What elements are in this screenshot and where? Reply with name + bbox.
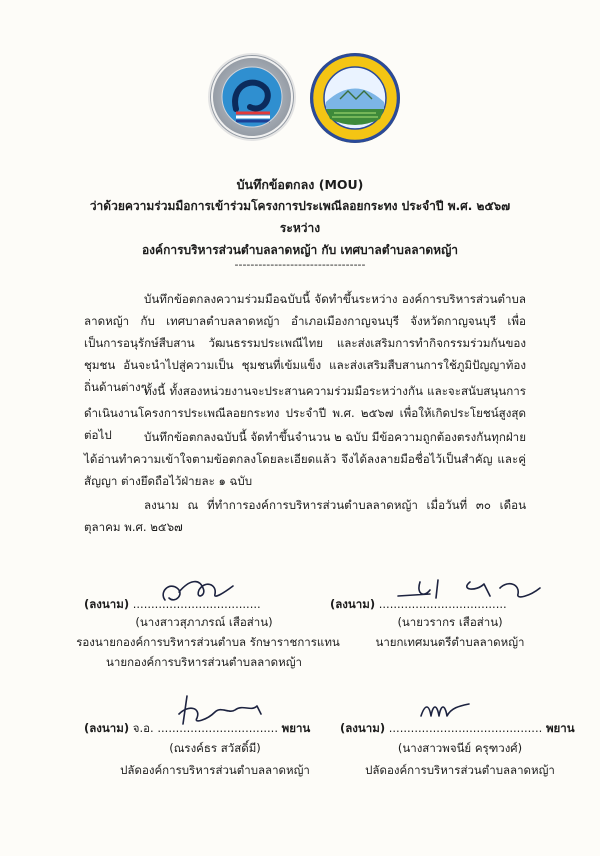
document-title: บันทึกข้อตกลง (MOU) [236,177,364,192]
sign-label: (ลงนาม) [340,721,386,735]
signatory-3-position: ปลัดองค์การบริหารส่วนตำบลลาดหญ้า [120,763,310,777]
signature-line: ................................. [157,721,278,735]
sign-label: (ลงนาม) [330,597,376,611]
signatory-1-name: (นางสาวสุภาภรณ์ เสือส่าน) [135,615,273,629]
paragraph-cooperation: ทั้งนี้ ทั้งสองหน่วยงานจะประสานความร่วมมือระหว่างกัน และจะสนับสนุนการ ดำเนินงานโครงการประเพณีลอยกระทง ประจำปี พ.ศ. ๒๕๖๗ เพื่อให้เกิดประโยชน์สูงสุดต่อไป [84,384,526,442]
signature-line: ................................... [378,597,507,611]
signature-block-4 [340,720,575,738]
witness-label: พยาน [281,721,311,735]
signatory-4-name: (นางสาวพจนีย์ ครุฑวงศ์) [397,741,523,755]
signatory-1-position: รองนายกองค์การบริหารส่วนตำบล รักษาราชการแทน [76,635,340,649]
sign-label: (ลงนาม) [84,597,130,611]
document-subtitle: ว่าด้วยความร่วมมือการเข้าร่วมโครงการประเพณีลอยกระทง ประจำปี พ.ศ. ๒๕๖๗ [89,199,511,213]
witness-label: พยาน [545,721,575,735]
signature-block-3 [84,720,310,738]
signature-line: ................................... [132,597,261,611]
local-government-seal-icon [210,55,294,139]
signatory-3-rank: จ.อ. [132,721,154,735]
signatory-3-name: (ณรงค์ธร สวัสดิ์มี) [169,741,261,755]
signature-block-1 [84,596,261,614]
signatory-4-position: ปลัดองค์การบริหารส่วนตำบลลาดหญ้า [365,763,555,777]
between-label: ระหว่าง [279,221,321,235]
paragraph-copies: บันทึกข้อตกลงฉบับนี้ จัดทำขึ้นจำนวน ๒ ฉบับ มีข้อความถูกต้องตรงกันทุกฝ่าย ได้อ่านทำความเข้าใจตามข้อตกลงโดยละเอียดแล้ว จึงได้ลงลายมือชื่อไว้เป็นสำคัญ และคู่สัญญา ต่างยึดถือไว้ฝ่ายละ ๑ ฉบับ [84,430,526,488]
paragraph-signing-place: ลงนาม ณ ที่ทำการองค์การบริหารส่วนตำบลลาดหญ้า เมื่อวันที่ ๓๐ เดือน ตุลาคม พ.ศ. ๒๕๖๗ [84,498,526,534]
signature-line: .......................................... [388,721,543,735]
parties-line: องค์การบริหารส่วนตำบลลาดหญ้า กับ เทศบาลตำบลลาดหญ้า [141,243,459,257]
paragraph-purpose: บันทึกข้อตกลงความร่วมมือฉบับนี้ จัดทำขึ้นระหว่าง องค์การบริหารส่วนตำบลลาดหญ้า กับ เทศบาลตำบลลาดหญ้า อำเภอเมืองกาญจนบุรี จังหวัดกาญจนบุรี เพื่อเป็นการอนุรักษ์สืบสาน วัฒนธรรมประเพณีไทย และส่งเสริมการทำกิจกรรมร่วมกันของชุมชน อันจะนำไปสู่ความเป็น ชุมชนที่เข้มแข็ง และส่งเสริมสืบสานการใช้ภูมิปัญญาท้องถิ่นด้านต่างๆ [84,292,526,394]
signatory-2-position: นายกเทศมนตรีตำบลลาดหญ้า [375,635,525,649]
signatory-1-position-2: นายกองค์การบริหารส่วนตำบลลาดหญ้า [106,655,302,669]
signature-block-2 [330,596,507,614]
title-divider: --------------------------------- [234,258,366,271]
sign-label: (ลงนาม) [84,721,130,735]
municipality-seal-icon [310,53,400,143]
signatory-2-name: (นายวรากร เสือส่าน) [397,615,503,629]
